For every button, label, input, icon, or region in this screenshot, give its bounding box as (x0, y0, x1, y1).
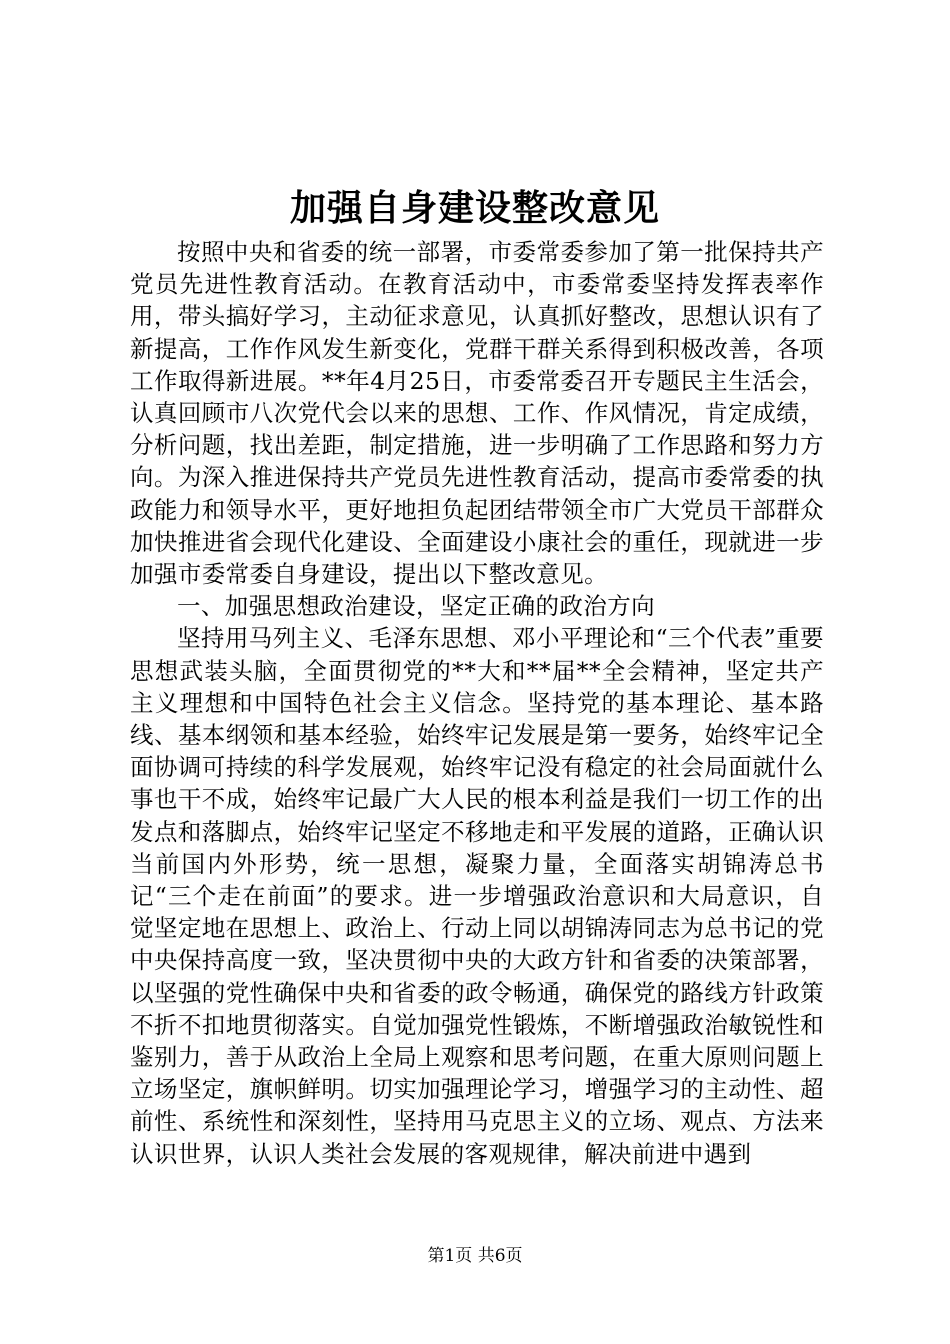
section-1-heading: 一、加强思想政治建设，坚定正确的政治方向 (177, 592, 655, 621)
page-footer: 第1页 共6页 (427, 1246, 523, 1266)
document-body (130, 236, 824, 1170)
section-1-paragraph: 坚持用马列主义、毛泽东思想、邓小平理论和“三个代表”重要思想武装头脑，全面贯彻党的**大和**届**全会精神，坚定共产主义理想和中国特色社会主义信念。坚持党的基本理论、基本路线、基本纲领和基本经验，始终牢记发展是第一要务，始终牢记全面协调可持续的科学发展观，始终牢记没有稳定的社会局面就什么事也干不成，始终牢记最广大人民的根本利益是我们一切工作的出发点和落脚点，始终牢记坚定不移地走和平发展的道路，正确认识当前国内外形势，统一思想，凝聚力量，全面落实胡锦涛总书记“三个走在前面”的要求。进一步增强政治意识和大局意识，自觉坚定地在思想上、政治上、行动上同以胡锦涛同志为总书记的党中央保持高度一致，坚决贯彻中央的大政方针和省委的决策部署，以坚强的党性确保中央和省委的政令畅通，确保党的路线方针政策不折不扣地贯彻落实。自觉加强党性锻炼，不断增强政治敏锐性和鉴别力，善于从政治上全局上观察和思考问题，在重大原则问题上立场坚定，旗帜鲜明。切实加强理论学习，增强学习的主动性、超前性、系统性和深刻性，坚持用马克思主义的立场、观点、方法来认识世界，认识人类社会发展的客观规律，解决前进中遇到 (130, 624, 824, 1168)
document-title: 加强自身建设整改意见 (289, 187, 660, 229)
intro-paragraph: 按照中央和省委的统一部署，市委常委参加了第一批保持共产党员先进性教育活动。在教育活动中，市委常委坚持发挥表率作用，带头搞好学习，主动征求意见，认真抓好整改，思想认识有了新提高，工作作风发生新变化，党群干群关系得到积极改善，各项工作取得新进展。**年4月25日，市委常委召开专题民主生活会，认真回顾市八次党代会以来的思想、工作、作风情况，肯定成绩，分析问题，找出差距，制定措施，进一步明确了工作思路和努力方向。为深入推进保持共产党员先进性教育活动，提高市委常委的执政能力和领导水平，更好地担负起团结带领全市广大党员干部群众加快推进省会现代化建设、全面建设小康社会的重任，现就进一步加强市委常委自身建设，提出以下整改意见。 (130, 238, 824, 589)
